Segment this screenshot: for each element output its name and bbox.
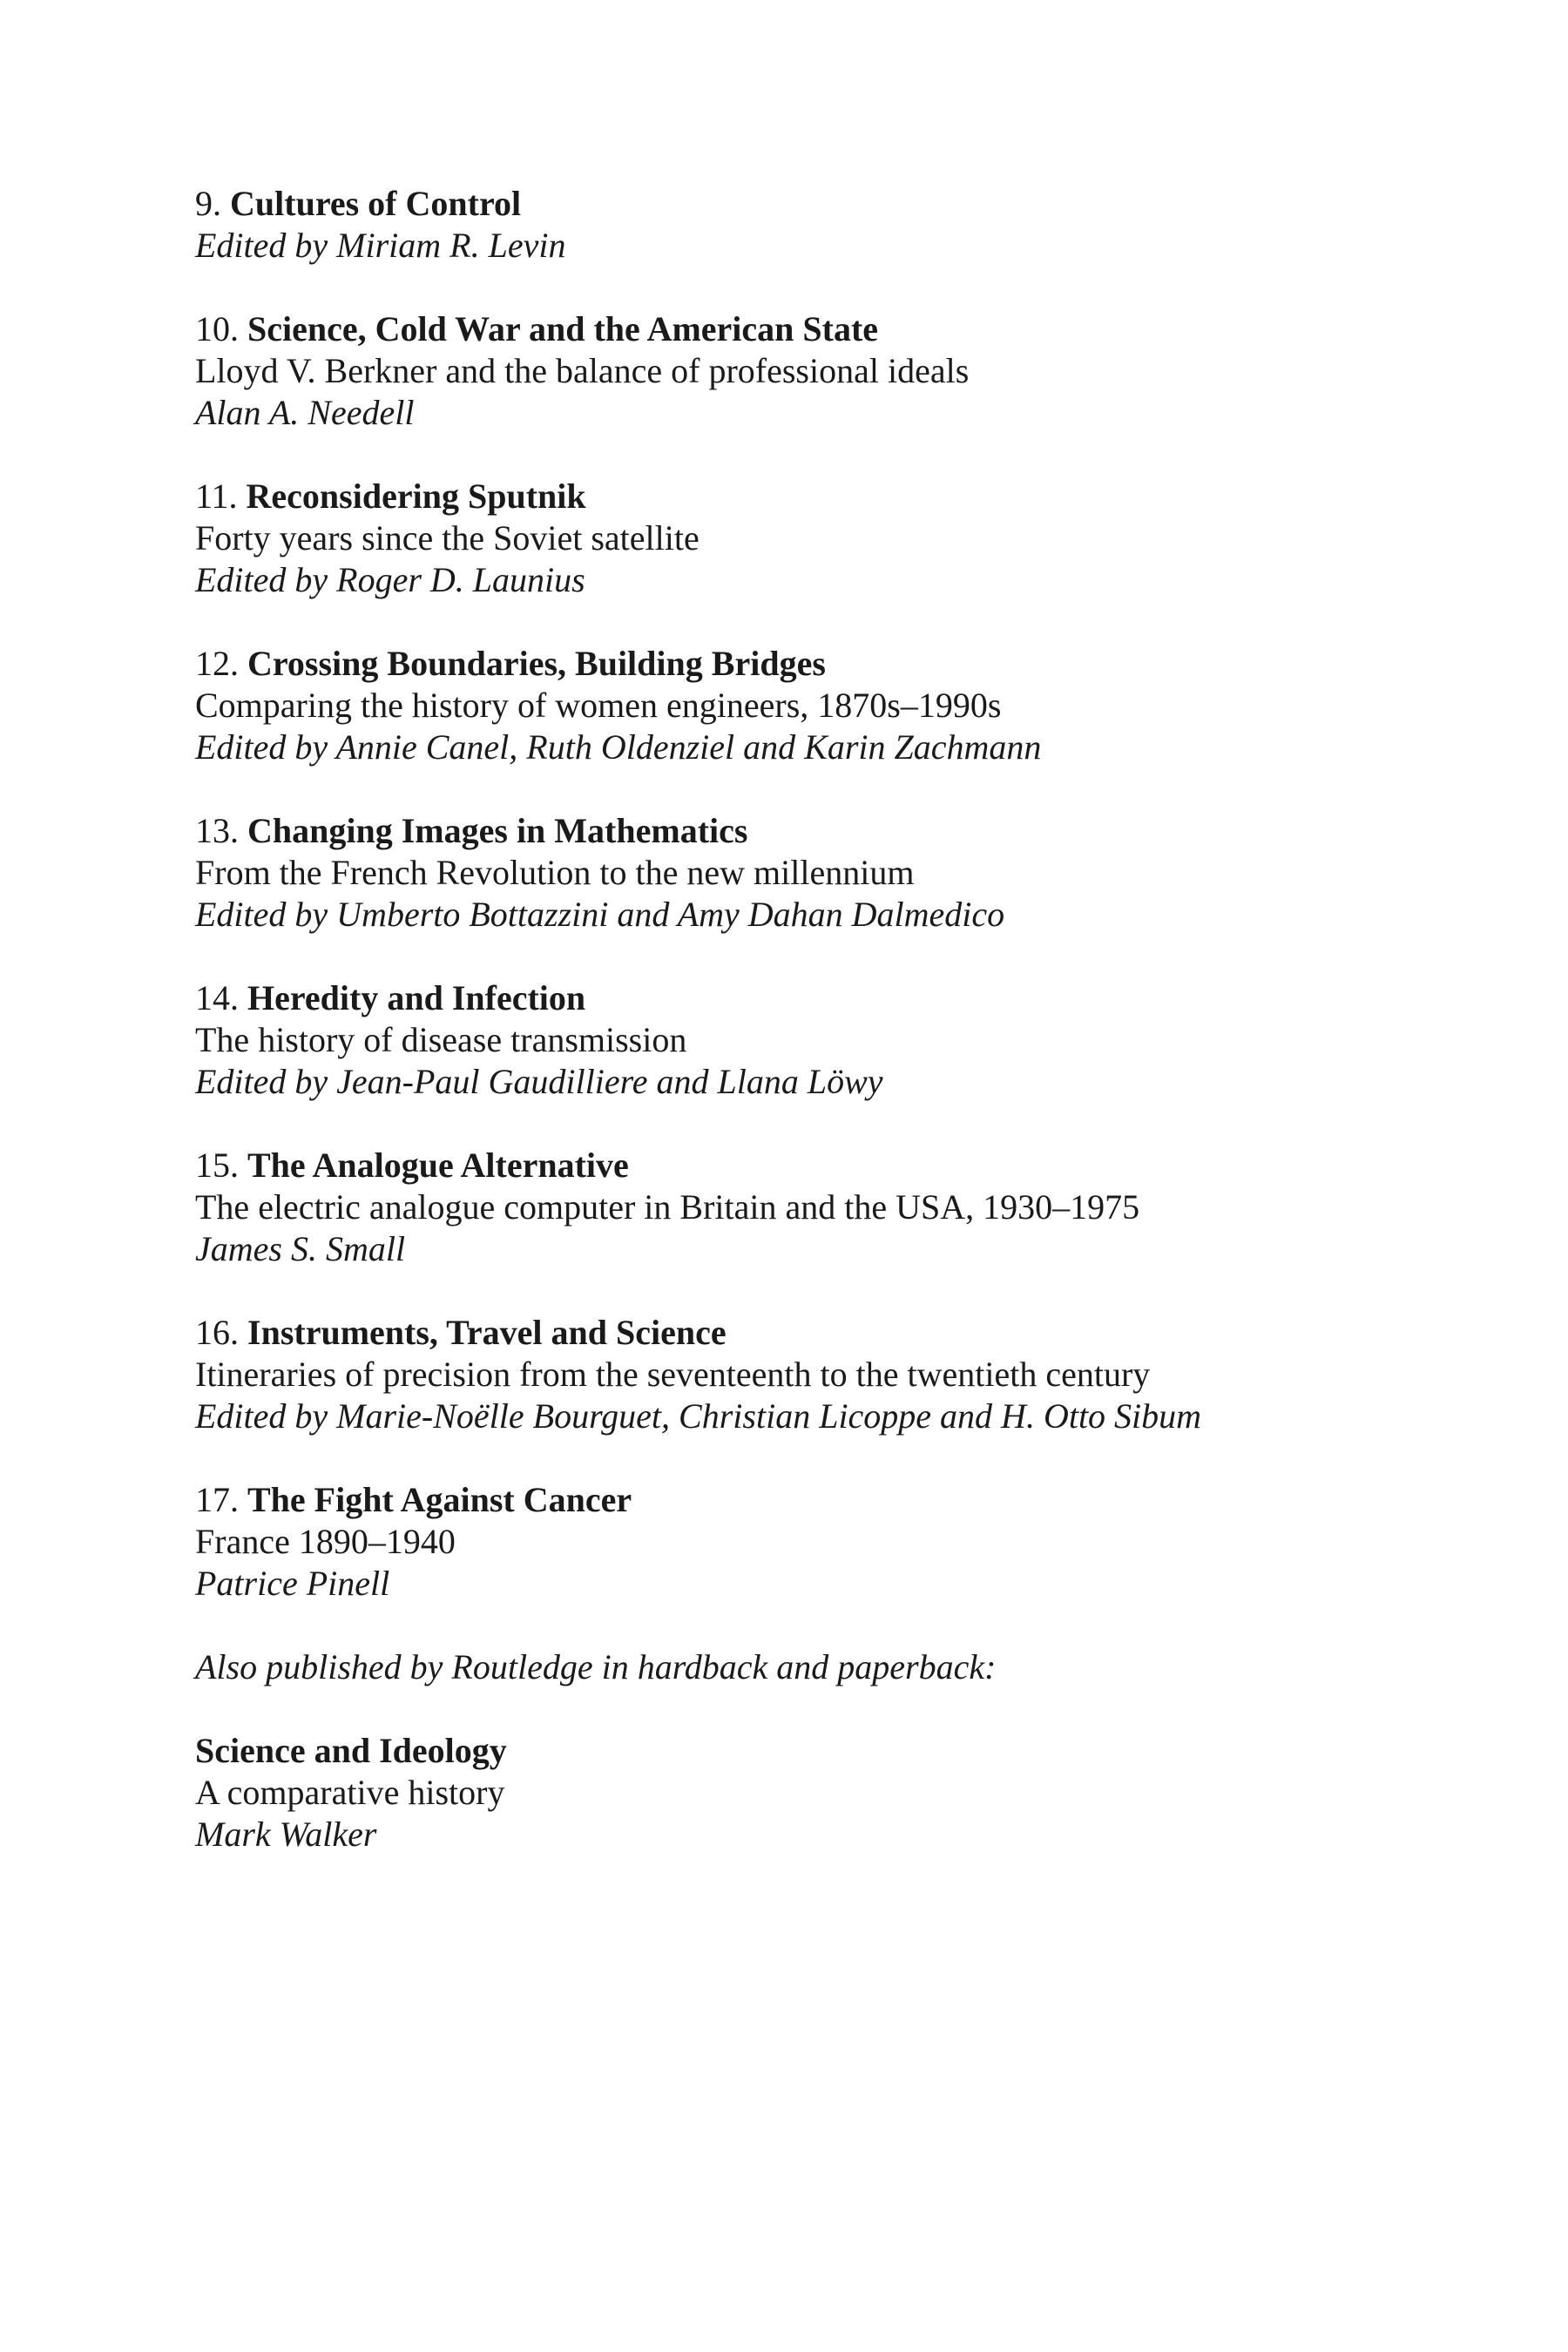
entry-title: Reconsidering Sputnik	[246, 476, 586, 516]
entry-title: Changing Images in Mathematics	[247, 811, 748, 850]
entry-author: Edited by Umberto Bottazzini and Amy Dahan Dalmedico	[195, 895, 1005, 934]
entry-subtitle: The history of disease transmission	[195, 1020, 687, 1059]
entry-title: The Analogue Alternative	[247, 1146, 629, 1185]
entry-title: Science and Ideology	[195, 1731, 507, 1770]
entry-title: Instruments, Travel and Science	[247, 1313, 727, 1352]
entry-number: 10.	[195, 309, 239, 348]
entry-author: Patrice Pinell	[195, 1564, 390, 1603]
entry-subtitle: Itineraries of precision from the seventeenth to the twentieth century	[195, 1355, 1151, 1394]
entry-subtitle: France 1890–1940	[195, 1522, 456, 1561]
entry-subtitle: A comparative history	[195, 1773, 505, 1812]
entry-subtitle: From the French Revolution to the new millennium	[195, 853, 915, 892]
entry-author: Edited by Jean-Paul Gaudilliere and Llana Löwy	[195, 1062, 883, 1101]
entry-author: James S. Small	[195, 1229, 406, 1268]
entry-title: The Fight Against Cancer	[247, 1480, 632, 1519]
entry-title: Science, Cold War and the American State	[247, 309, 879, 348]
entry-subtitle: The electric analogue computer in Britain and the USA, 1930–1975	[195, 1187, 1140, 1227]
entry-title: Crossing Boundaries, Building Bridges	[247, 644, 826, 683]
entry-subtitle: Comparing the history of women engineers, 1870s–1990s	[195, 686, 1002, 725]
entry-number: 17.	[195, 1480, 239, 1519]
entry-heading	[195, 1312, 1415, 1354]
entry-title: Cultures of Control	[230, 184, 522, 223]
entry-number: 16.	[195, 1313, 239, 1352]
series-entry-17	[195, 1479, 1415, 1605]
series-entry-12	[195, 643, 1415, 768]
entry-heading	[195, 1145, 1415, 1186]
entry-heading	[195, 308, 1415, 350]
entry-heading	[195, 183, 1415, 225]
entry-heading	[195, 643, 1415, 685]
series-entry-9	[195, 183, 1415, 267]
series-entry-14	[195, 977, 1415, 1103]
entry-author: Edited by Marie-Noëlle Bourguet, Christian Licoppe and H. Otto Sibum	[195, 1396, 1202, 1436]
entry-author: Edited by Annie Canel, Ruth Oldenziel and Karin Zachmann	[195, 727, 1042, 767]
entry-subtitle: Lloyd V. Berkner and the balance of professional ideals	[195, 351, 970, 390]
series-entry-13	[195, 810, 1415, 936]
entry-number: 14.	[195, 978, 239, 1017]
entry-number: 9.	[195, 184, 221, 223]
entry-heading	[195, 810, 1415, 852]
series-entry-10	[195, 308, 1415, 434]
entry-heading	[195, 1479, 1415, 1521]
series-entry-15	[195, 1145, 1415, 1270]
entry-author: Edited by Roger D. Launius	[195, 560, 585, 599]
entry-author: Mark Walker	[195, 1815, 377, 1854]
entry-heading	[195, 977, 1415, 1019]
series-entry-11	[195, 476, 1415, 601]
entry-author: Edited by Miriam R. Levin	[195, 226, 566, 265]
entry-heading	[195, 476, 1415, 517]
also-published-note: Also published by Routledge in hardback and paperback:	[195, 1647, 997, 1686]
series-entry-16	[195, 1312, 1415, 1437]
entry-title: Heredity and Infection	[247, 978, 586, 1017]
entry-author: Alan A. Needell	[195, 393, 415, 432]
entry-number: 11.	[195, 476, 238, 516]
entry-number: 13.	[195, 811, 239, 850]
book-list-page	[195, 183, 1415, 1897]
entry-number: 12.	[195, 644, 239, 683]
entry-subtitle: Forty years since the Soviet satellite	[195, 518, 700, 558]
also-published-entry	[195, 1730, 1415, 1855]
entry-number: 15.	[195, 1146, 239, 1185]
